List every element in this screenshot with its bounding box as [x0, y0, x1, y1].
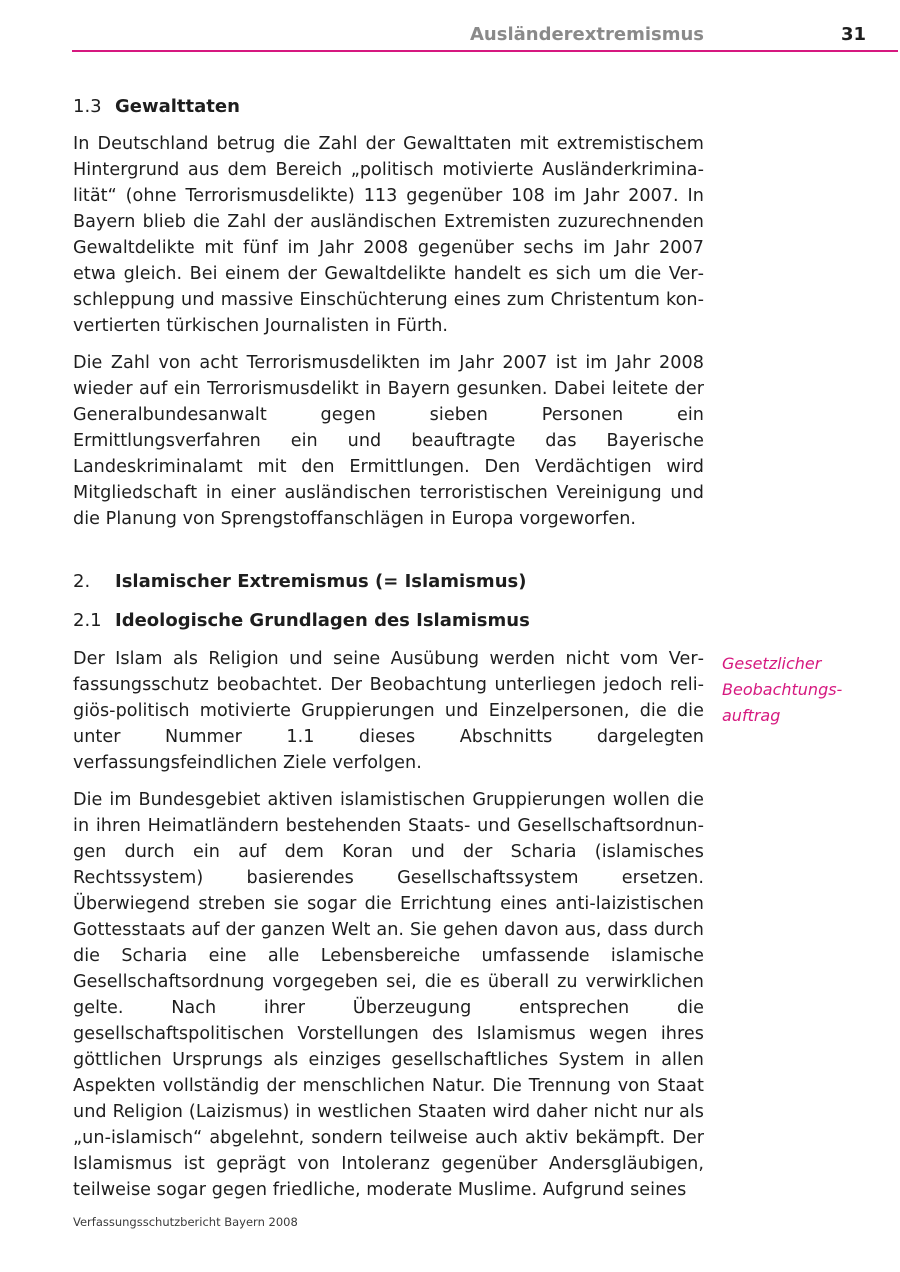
section-number: 1.3: [73, 96, 102, 117]
margin-note-line: Beobachtungs-: [722, 680, 843, 699]
page-footer: Verfassungsschutzbericht Bayern 2008: [73, 1215, 298, 1229]
section-title: Islamischer Extremismus (= Islamismus): [115, 571, 527, 592]
section-title: Ideologische Grundlagen des Islamismus: [115, 610, 530, 631]
section-number: 2.1: [73, 610, 102, 631]
paragraph-observation-mandate: Der Islam als Religion und seine Ausübung werden nicht vom Verfassungsschutz beobachtet. Der Beobachtung unterliegen jedoch religiös-politisch motivierte Gruppierungen und Einzelpersonen, die die unter Nummer 1.1 dieses Abschnitts dargelegten verfassungsfeindlichen Ziele verfolgen.: [73, 649, 704, 773]
paragraph-violence-statistics: In Deutschland betrug die Zahl der Gewalttaten mit extremistischem Hintergrund aus dem Bereich „politisch motivierte Ausländerkriminalität“ (ohne Terrorismusdelikte) 113 gegenüber 108 im Jahr 2007. In Bayern blieb die Zahl der ausländischen Extremisten zuzurechnenden Gewaltdelikte mit fünf im Jahr 2008 gegenüber sechs im Jahr 2007 etwa gleich. Bei einem der Gewaltdelikte handelt es sich um die Verschleppung und massive Einschüchterung eines zum Christentum konvertierten türkischen Journalisten in Fürth.: [73, 134, 704, 336]
section-title: Gewalttaten: [115, 96, 240, 117]
header-rule: [72, 50, 898, 52]
running-header-title: Ausländerextremismus: [470, 24, 704, 45]
page-number: 31: [840, 24, 866, 45]
section-heading-2: [73, 569, 704, 595]
margin-note-line: auftrag: [722, 706, 781, 725]
margin-note-line: Gesetzlicher: [722, 654, 822, 673]
section-heading-1-3: [73, 94, 704, 120]
section-heading-2-1: [73, 608, 704, 634]
margin-note: [722, 651, 862, 729]
paragraph-terrorism-offences: Die Zahl von acht Terrorismusdelikten im Jahr 2007 ist im Jahr 2008 wieder auf ein Terrorismusdelikt in Bayern gesunken. Dabei leitete der Generalbundesanwalt gegen sieben Personen ein Ermittlungsverfahren ein und beauftragte das Bayerische Landeskriminalamt mit den Ermittlungen. Den Verdächtigen wird Mitgliedschaft in einer ausländischen terroristischen Vereinigung und die Planung von Sprengstoffanschlägen in Europa vorgeworfen.: [73, 353, 704, 529]
main-text-column: [73, 94, 704, 1203]
section-number: 2.: [73, 571, 91, 592]
paragraph-islamist-goals: Die im Bundesgebiet aktiven islamistischen Gruppierungen wollen die in ihren Heimatländern bestehenden Staats- und Gesellschaftsordnungen durch ein auf dem Koran und der Scharia (islamisches Rechtssystem) basierendes Gesellschaftssystem ersetzen. Überwiegend streben sie sogar die Errichtung eines anti-laizistischen Gottesstaats auf der ganzen Welt an. Sie gehen davon aus, dass durch die Scharia eine alle Lebensbereiche umfassende islamische Gesellschaftsordnung vorgegeben sei, die es überall zu verwirklichen gelte. Nach ihrer Überzeugung entsprechen die gesellschaftspolitischen Vorstellungen des Islamismus wegen ihres göttlichen Ursprungs als einziges gesellschaftliches System in allen Aspekten vollständig der menschlichen Natur. Die Trennung von Staat und Religion (Laizismus) in westlichen Staaten wird daher nicht nur als „un-islamisch“ abgelehnt, sondern teilweise auch aktiv bekämpft. Der Islamismus ist geprägt von Intoleranz gegenüber Andersgläubigen, teilweise sogar gegen friedliche, moderate Muslime. Aufgrund seines: [73, 790, 704, 1200]
